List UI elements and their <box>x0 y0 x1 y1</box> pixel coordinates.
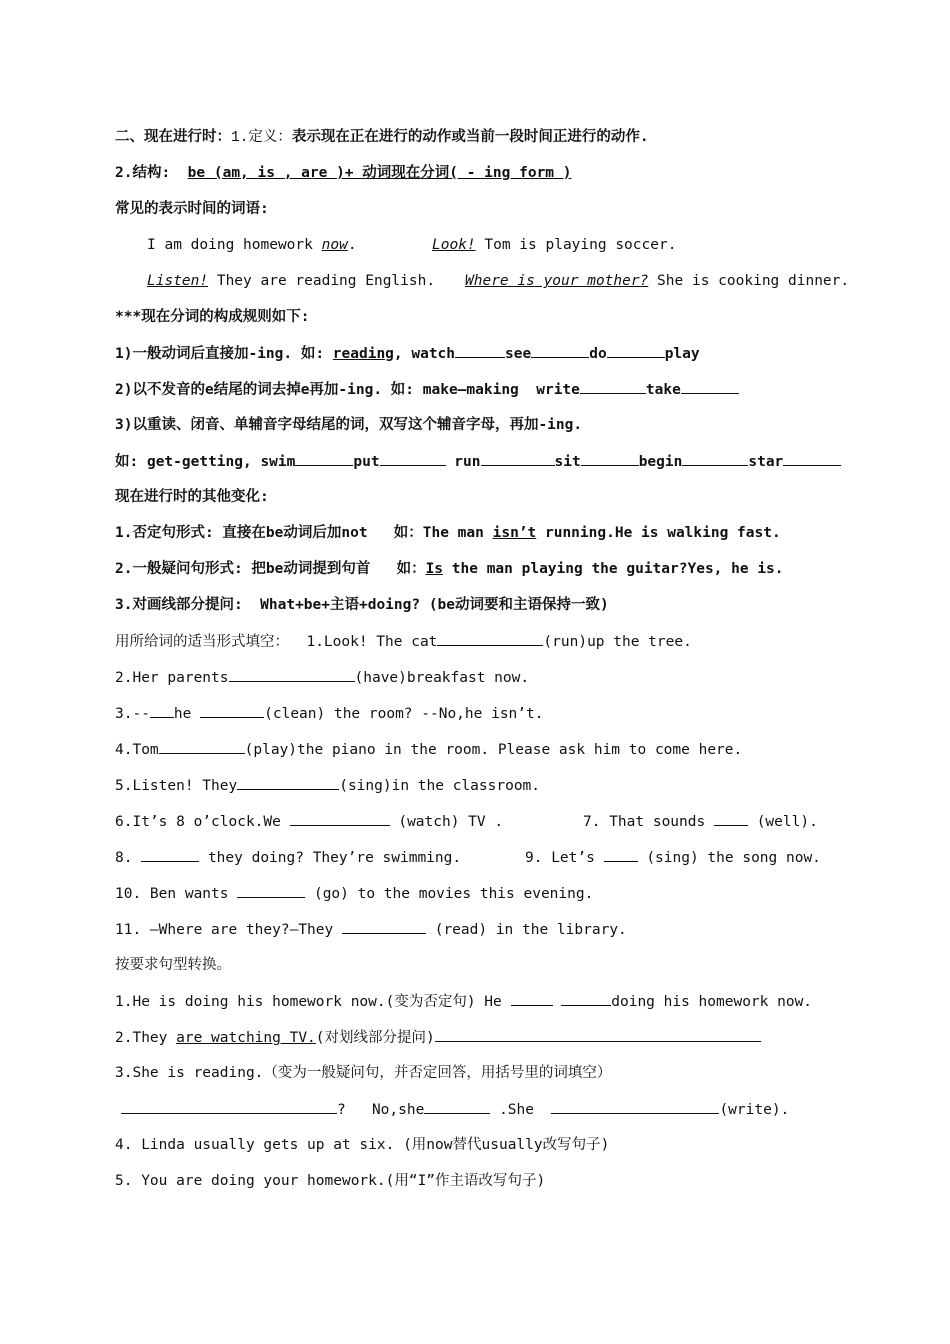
change-label: 1.否定句形式: 直接在be动词后加not 如： <box>115 525 423 541</box>
question-text: 11. —Where are they?—They <box>115 922 334 938</box>
question-text: doing his homework now. <box>611 994 813 1010</box>
exercise-2-header: 按要求句型转换。 <box>115 957 231 973</box>
exercise-1-q8 <box>115 847 461 868</box>
answer-blank[interactable] <box>121 1099 337 1114</box>
question-text: 9. Let’s <box>525 850 595 866</box>
exercise-1-q10 <box>115 883 593 904</box>
change-example: the man playing the guitar?Yes, he is. <box>443 561 784 577</box>
question-text: (well). <box>756 814 818 830</box>
rule-text: 2)以不发音的e结尾的词去掉e再加-ing. 如: make—making write <box>115 382 580 398</box>
answer-blank[interactable] <box>424 1099 490 1114</box>
change-example-underlined: isn’t <box>492 525 537 541</box>
exercise-1-q2 <box>115 667 529 688</box>
question-text: (对划线部分提问) <box>315 1030 435 1046</box>
underlined-phrase: are watching TV. <box>176 1030 316 1046</box>
example-text: . <box>347 237 357 253</box>
question-text: (write). <box>719 1102 790 1118</box>
example-keyword: Look! <box>432 237 476 253</box>
rule-2 <box>115 379 739 400</box>
example-keyword: Where is your mother? <box>465 273 649 289</box>
question-text: he <box>173 706 192 722</box>
rule-word: run <box>445 454 481 470</box>
question-text: 7. That sounds <box>583 814 706 830</box>
structure-formula: be (am, is , are )+ 动词现在分词( - ing form ) <box>187 165 572 181</box>
exercise-2-t5: 5. You are doing your homework.(用“I”作主语改写句子) <box>115 1173 546 1189</box>
answer-blank[interactable] <box>150 703 174 718</box>
rule-3: 3)以重读、闭音、单辅音字母结尾的词，双写这个辅音字母，再加-ing. <box>115 417 583 433</box>
question-text: 4.Tom <box>115 742 159 758</box>
question-text: (play)the piano in the room. Please ask him to come here. <box>244 742 743 758</box>
rule-word: see <box>505 346 532 362</box>
exercise-1-header: 用所给词的适当形式填空： <box>115 634 289 650</box>
question-text: 10. Ben wants <box>115 886 229 902</box>
question-text: 2.They <box>115 1030 177 1046</box>
question-text: 8. <box>115 850 133 866</box>
blank <box>380 451 446 466</box>
example-text: She is cooking dinner. <box>648 273 850 289</box>
question-text: 2.Her parents <box>115 670 229 686</box>
rule-1 <box>115 343 700 364</box>
answer-blank[interactable] <box>159 739 245 754</box>
blank <box>581 451 639 466</box>
rule-word: play <box>664 346 700 362</box>
example-text: I am doing homework <box>147 237 322 253</box>
rule-example: reading <box>332 346 394 362</box>
structure-line <box>115 163 571 183</box>
example-3 <box>147 271 435 291</box>
question-text: 3.-- <box>115 706 150 722</box>
rule-3-examples <box>115 451 841 472</box>
question-text: .She <box>499 1102 534 1118</box>
question-text: (read) in the library. <box>434 922 627 938</box>
definition-number: 1.定义： <box>231 130 292 146</box>
question-text: they doing? They’re swimming. <box>207 850 462 866</box>
rule-word: take <box>645 382 681 398</box>
answer-blank[interactable] <box>561 991 611 1006</box>
answer-blank[interactable] <box>435 1027 761 1042</box>
example-text: They are reading English. <box>208 273 436 289</box>
rule-word: 如: get-getting, swim <box>115 454 296 470</box>
exercise-2-t4: 4. Linda usually gets up at six. (用now替代usually改写句子) <box>115 1137 610 1153</box>
example-1 <box>147 235 357 255</box>
answer-blank[interactable] <box>714 811 748 826</box>
example-2 <box>432 235 676 255</box>
question-text: (run)up the tree. <box>543 634 692 650</box>
blank <box>580 379 646 394</box>
question-text: 5.Listen! They <box>115 778 238 794</box>
answer-blank[interactable] <box>437 631 543 646</box>
answer-blank[interactable] <box>290 811 390 826</box>
change-example-underlined: Is <box>425 561 444 577</box>
exercise-2-t2 <box>115 1027 761 1048</box>
section-title: 二、现在进行时： <box>115 129 231 145</box>
question-text: 1.Look! The cat <box>306 634 438 650</box>
exercise-2-t3: 3.She is reading.（变为一般疑问句，并否定回答，用括号里的词填空） <box>115 1065 612 1081</box>
exercise-1-q9 <box>525 847 821 868</box>
exercise-2-t1 <box>115 991 812 1012</box>
answer-blank[interactable] <box>229 667 355 682</box>
negative-form <box>115 523 781 543</box>
structure-label: 2.结构: <box>115 165 171 181</box>
rule-word: sit <box>554 454 581 470</box>
example-text: Tom is playing soccer. <box>475 237 677 253</box>
question-form <box>115 559 784 579</box>
change-label: 2.一般疑问句形式: 把be动词提到句首 如： <box>115 561 426 577</box>
blank <box>455 343 505 358</box>
exercise-1-q7 <box>583 811 818 832</box>
exercise-1-q6 <box>115 811 503 832</box>
question-text: (clean) the room? --No,he isn’t. <box>264 706 544 722</box>
question-text: 6.It’s 8 o’clock.We <box>115 814 281 830</box>
answer-blank[interactable] <box>200 703 264 718</box>
question-text: (sing)in the classroom. <box>339 778 541 794</box>
question-text: 1.He is doing his homework now.(变为否定句) He <box>115 994 502 1010</box>
blank <box>682 451 748 466</box>
answer-blank[interactable] <box>141 847 199 862</box>
change-example: The man <box>422 525 493 541</box>
example-keyword: now <box>321 237 348 253</box>
exercise-1-q11 <box>115 919 627 940</box>
exercise-1-q5 <box>115 775 540 796</box>
rules-header: ***现在分词的构成规则如下: <box>115 309 310 325</box>
rule-word: star <box>748 454 784 470</box>
answer-blank[interactable] <box>237 775 339 790</box>
answer-blank[interactable] <box>342 919 426 934</box>
blank <box>531 343 589 358</box>
answer-blank[interactable] <box>237 883 305 898</box>
question-text: (go) to the movies this evening. <box>313 886 594 902</box>
question-text: No,she <box>371 1102 425 1118</box>
changes-header: 现在进行时的其他变化: <box>115 489 269 505</box>
question-text: ? <box>337 1102 346 1118</box>
exercise-1-q1 <box>115 631 692 652</box>
rule-text: 1)一般动词后直接加-ing. 如: <box>115 346 333 362</box>
blank <box>681 379 739 394</box>
question-text: (have)breakfast now. <box>354 670 530 686</box>
answer-blank[interactable] <box>604 847 638 862</box>
exercise-1-q3 <box>115 703 543 724</box>
rule-word: begin <box>638 454 683 470</box>
rule-word: , watch <box>393 346 456 362</box>
exercise-1-q4 <box>115 739 742 760</box>
question-text: (sing) the song now. <box>646 850 821 866</box>
example-4 <box>465 271 849 291</box>
blank <box>783 451 841 466</box>
blank <box>481 451 555 466</box>
blank <box>607 343 665 358</box>
answer-blank[interactable] <box>551 1099 719 1114</box>
change-example: running.He is walking fast. <box>536 525 781 541</box>
exercise-2-t3-answer <box>121 1099 789 1120</box>
blank <box>295 451 353 466</box>
answer-blank[interactable] <box>511 991 553 1006</box>
example-keyword: Listen! <box>147 273 209 289</box>
section-heading <box>115 127 649 148</box>
rule-word: do <box>589 346 607 362</box>
wh-question-form: 3.对画线部分提问: What+be+主语+doing? (be动词要和主语保持一致) <box>115 597 609 613</box>
question-text: (watch) TV . <box>398 814 504 830</box>
definition-text: 表示现在正在进行的动作或当前一段时间正进行的动作. <box>291 129 649 145</box>
rule-word: put <box>353 454 380 470</box>
time-words-label: 常见的表示时间的词语: <box>115 201 269 217</box>
